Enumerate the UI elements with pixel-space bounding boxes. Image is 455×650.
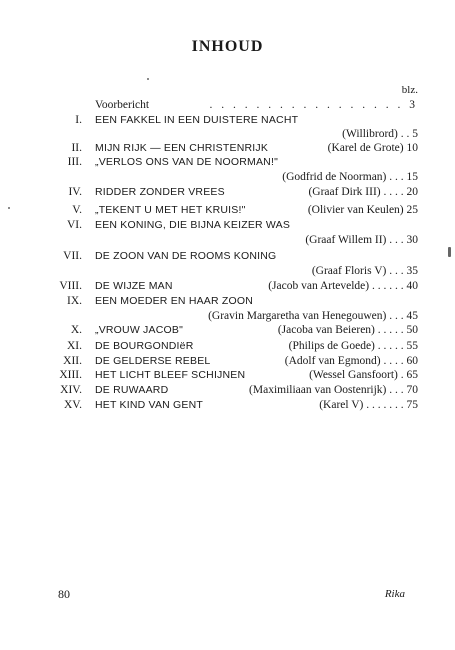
toc-entry [0,155,455,169]
signature: Rika [384,588,405,600]
entry-subtitle: (Graaf Dirk III) . . . . 20 [308,186,418,198]
entry-number: XI. [66,340,82,352]
entry-subtitle: (Wessel Gansfoort) . 65 [309,369,418,381]
entry-number: VIII. [59,280,82,292]
entry-title: DE RUWAARD [95,384,169,396]
toc-entry [0,203,455,217]
entry-number: XII. [63,355,82,367]
entry-title: Voorbericht [95,99,150,111]
entry-number: II. [71,142,82,154]
entry-title: RIDDER ZONDER VREES [95,186,225,198]
entry-number: VI. [66,219,82,231]
toc-entry [0,249,455,263]
entry-title: „VERLOS ONS VAN DE NOORMAN!" [95,156,278,168]
entry-subtitle: (Willibrord) . . 5 [342,128,418,140]
toc-entry-sub [0,309,455,323]
toc-entry-sub [0,233,455,247]
entry-number: XV. [63,399,82,411]
entry-title: EEN FAKKEL IN EEN DUISTERE NACHT [95,114,299,126]
entry-title: DE ZOON VAN DE ROOMS KONING [95,250,277,262]
toc-entry [0,294,455,308]
scan-speck [147,78,149,80]
entry-subtitle: (Godfrid de Noorman) . . . 15 [282,171,418,183]
entry-title: HET LICHT BLEEF SCHIJNEN [95,369,246,381]
entry-subtitle: (Olivier van Keulen) 25 [307,204,418,216]
entry-subtitle: (Gravin Margaretha van Henegouwen) . . . 45 [208,310,418,322]
entry-subtitle: (Jacob van Artevelde) . . . . . . 40 [268,280,418,292]
toc-entry [0,383,455,397]
entry-subtitle: (Graaf Floris V) . . . 35 [311,265,418,277]
entry-number: X. [70,324,82,336]
entry-title: HET KIND VAN GENT [95,399,204,411]
entry-number: V. [72,204,82,216]
entry-subtitle: (Jacoba van Beieren) . . . . . 50 [277,324,418,336]
entry-number: XIII. [59,369,82,381]
toc-entry [0,141,455,155]
toc-entry [0,279,455,293]
entry-subtitle: (Adolf van Egmond) . . . . 60 [284,355,418,367]
entry-title: „VROUW JACOB" [95,324,183,336]
page-title: INHOUD [191,38,264,55]
toc-entry-sub [0,170,455,184]
entry-title: DE BOURGONDIëR [95,340,194,352]
toc-entry [0,98,455,112]
entry-subtitle: (Karel de Grote) 10 [327,142,418,154]
entry-number: III. [67,156,82,168]
toc-entry [0,398,455,412]
entry-subtitle: (Maximiliaan van Oostenrijk) . . . 70 [249,384,418,396]
scan-speck [448,247,451,257]
toc-entry [0,323,455,337]
toc-entry [0,339,455,353]
toc-entry-sub [0,127,455,141]
toc-entry [0,354,455,368]
scan-speck [8,207,10,209]
entry-subtitle: (Karel V) . . . . . . . 75 [319,399,418,411]
entry-number: VII. [63,250,82,262]
page-column-label: blz. [401,84,418,96]
entry-number: IV. [68,186,82,198]
toc-entry [0,185,455,199]
entry-title: „TEKENT U MET HET KRUIS!" [95,204,246,216]
toc-entry [0,368,455,382]
entry-number: I. [75,114,82,126]
entry-page: . . . . . . . . . . . . . . . . . 3 [209,99,418,111]
entry-subtitle: (Graaf Willem II) . . . 30 [305,234,418,246]
entry-number: IX. [66,295,82,307]
page-number: 80 [58,587,70,601]
entry-title: DE WIJZE MAN [95,280,173,292]
toc-entry [0,218,455,232]
entry-title: MIJN RIJK — EEN CHRISTENRIJK [95,142,269,154]
toc-entry [0,113,455,127]
toc-entry-sub [0,264,455,278]
entry-number: XIV. [60,384,82,396]
entry-subtitle: (Philips de Goede) . . . . . 55 [288,340,418,352]
entry-title: EEN KONING, DIE BIJNA KEIZER WAS [95,219,291,231]
entry-title: EEN MOEDER EN HAAR ZOON [95,295,254,307]
entry-title: DE GELDERSE REBEL [95,355,211,367]
